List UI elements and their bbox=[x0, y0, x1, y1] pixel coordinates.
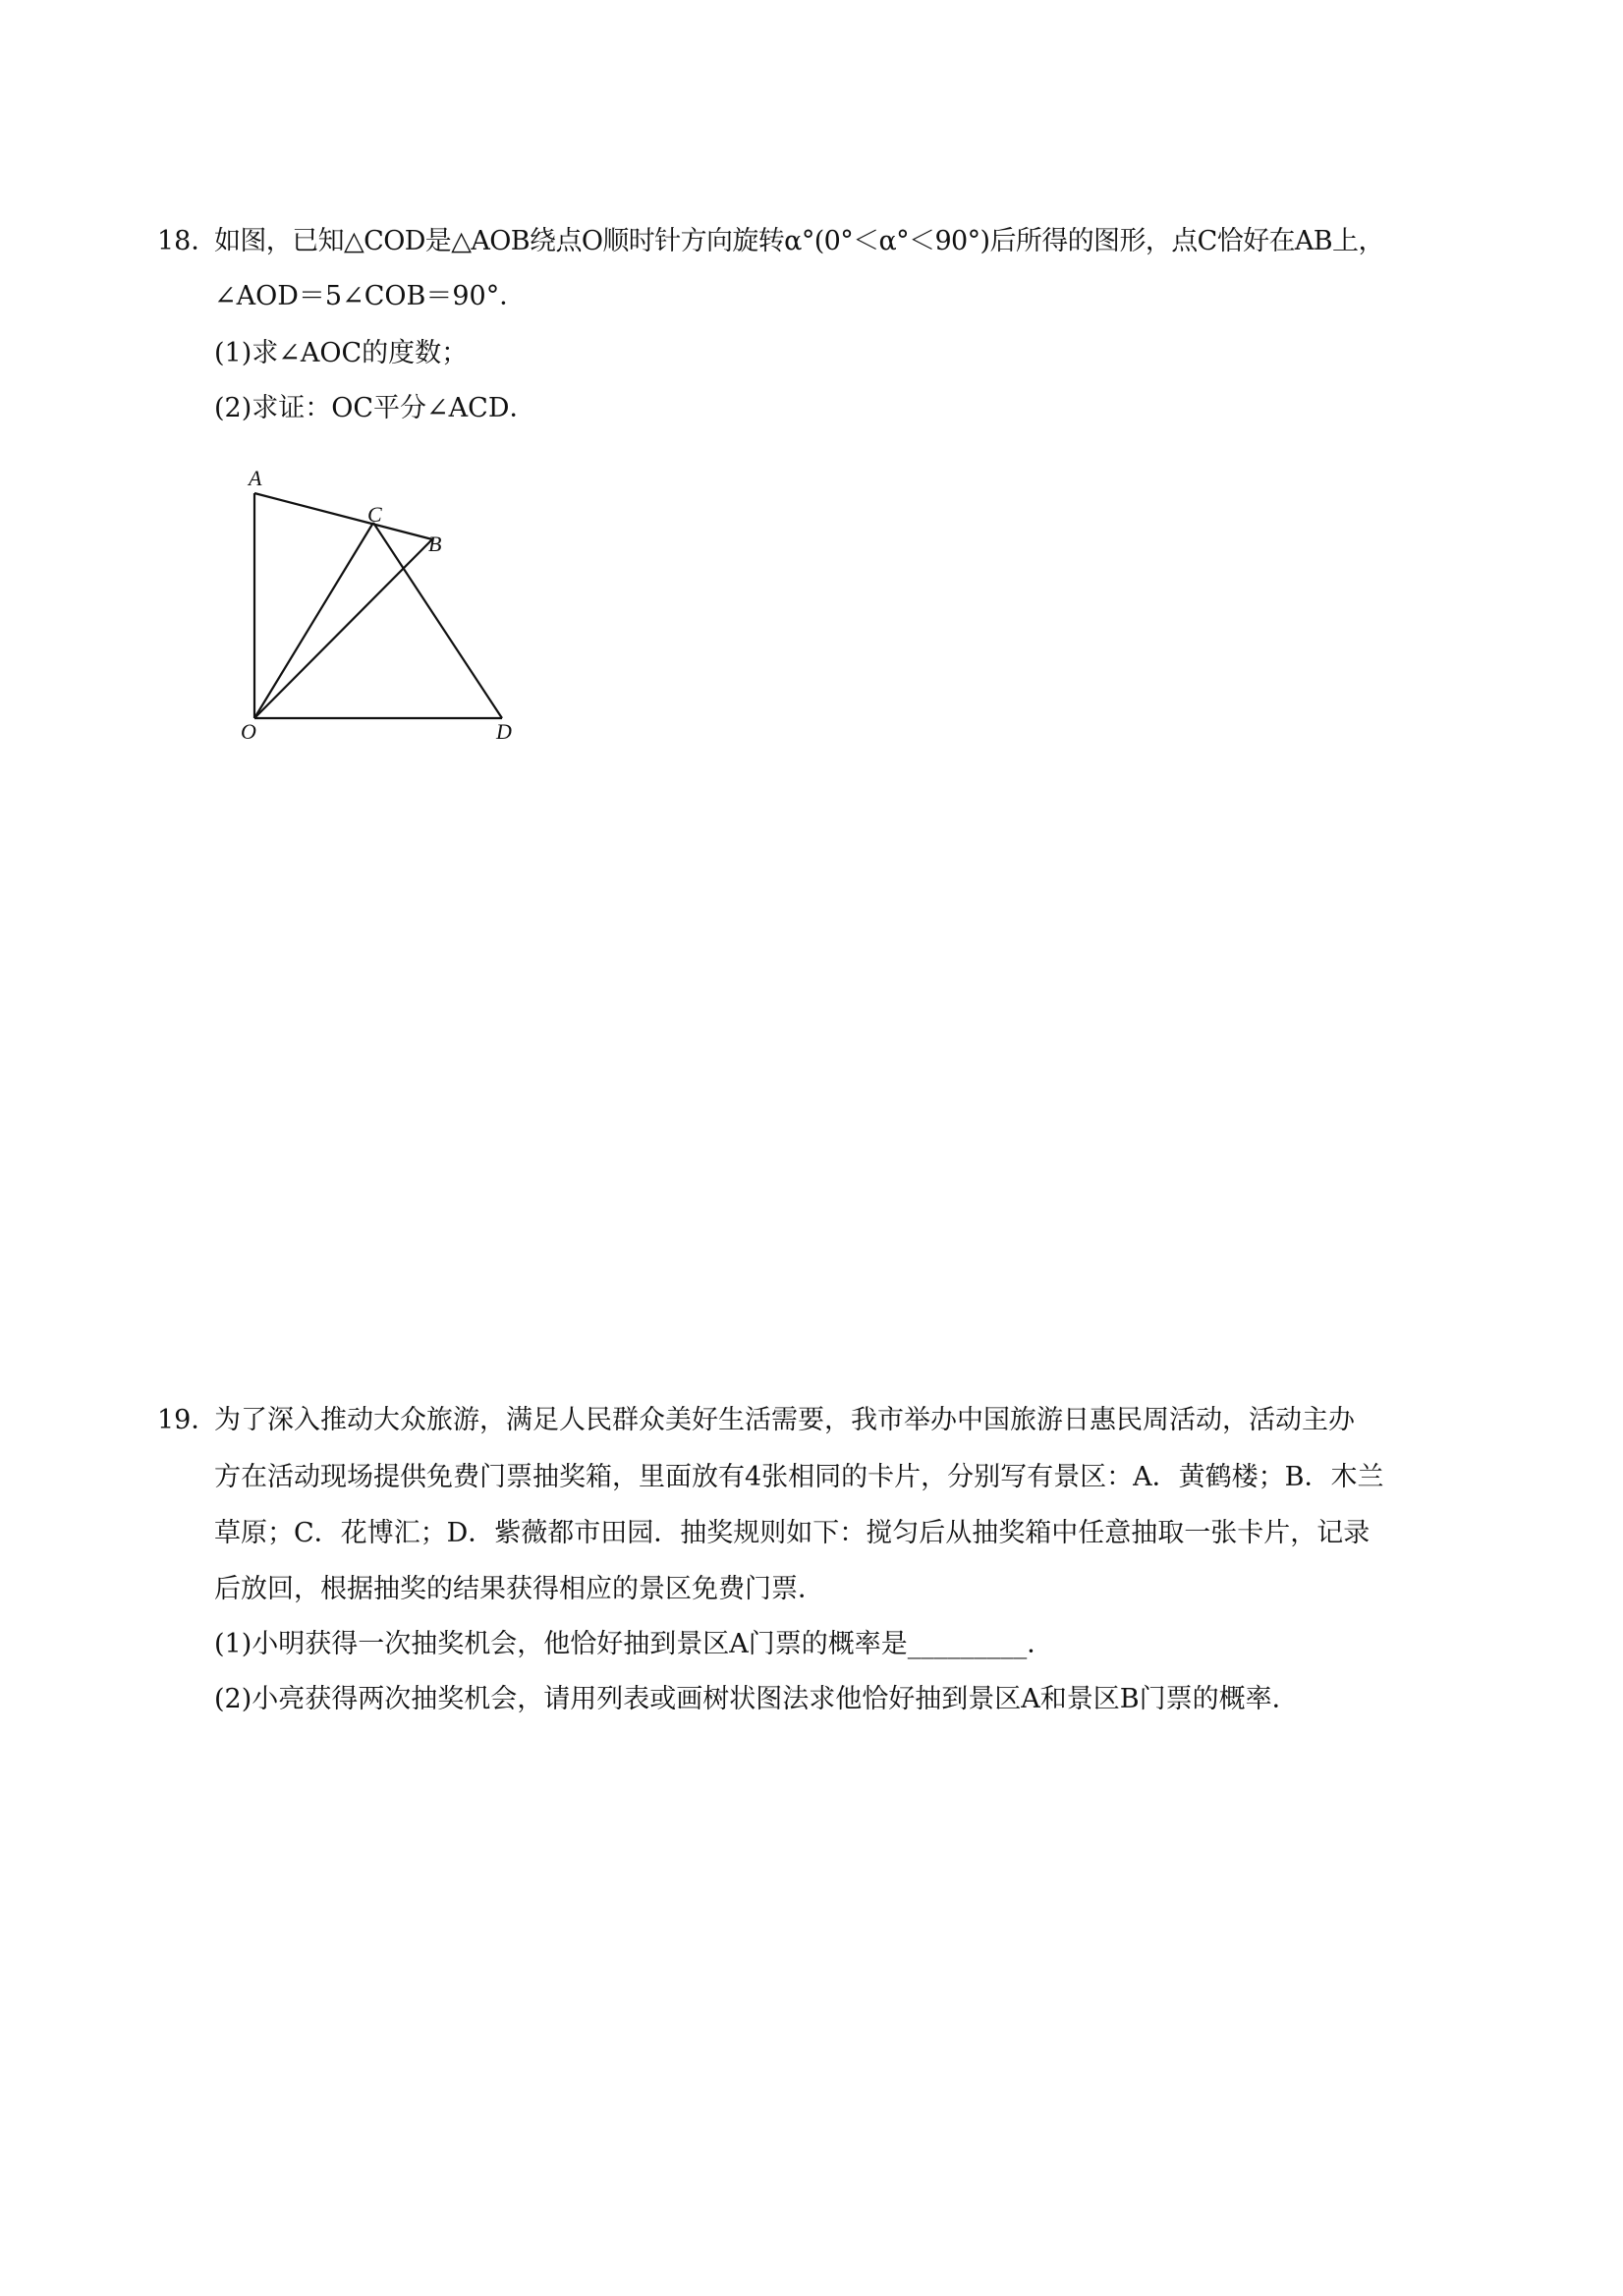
label-D: D bbox=[496, 719, 512, 744]
question-18-part-2: (2)求证：OC平分∠ACD． bbox=[214, 393, 536, 423]
label-C: C bbox=[367, 502, 382, 527]
question-19-number: 19． bbox=[157, 1405, 218, 1435]
question-18-line-2: ∠AOD＝5∠COB＝90°． bbox=[214, 281, 527, 311]
segment-AB bbox=[254, 493, 432, 539]
question-18-number: 18． bbox=[157, 226, 218, 256]
segment-OB bbox=[254, 539, 432, 718]
question-19-part-2: (2)小亮获得两次抽奖机会，请用列表或画树状图法求他恰好抽到景区A和景区B门票的概率． bbox=[214, 1684, 1299, 1714]
question-18-part-1: (1)求∠AOC的度数； bbox=[214, 338, 469, 368]
question-19-line-2: 方在活动现场提供免费门票抽奖箱，里面放有4张相同的卡片，分别写有景区：A．黄鹤楼；B．木兰 bbox=[214, 1462, 1384, 1492]
label-A: A bbox=[249, 466, 262, 490]
segment-OC bbox=[254, 523, 373, 718]
label-B: B bbox=[428, 532, 442, 556]
question-19-line-3: 草原；C．花博汇；D．紫薇都市田园．抽奖规则如下：搅匀后从抽奖箱中任意抽取一张卡片，记录 bbox=[214, 1518, 1371, 1548]
question-19-line-1: 为了深入推动大众旅游，满足人民群众美好生活需要，我市举办中国旅游日惠民周活动，活动主办 bbox=[214, 1405, 1355, 1435]
label-O: O bbox=[241, 719, 256, 744]
question-19-line-4: 后放回，根据抽奖的结果获得相应的景区免费门票． bbox=[214, 1574, 824, 1604]
question-19-part-1: (1)小明获得一次抽奖机会，他恰好抽到景区A门票的概率是_________． bbox=[214, 1629, 1054, 1659]
question-18-line-1: 如图，已知△COD是△AOB绕点O顺时针方向旋转α°(0°＜α°＜90°)后所得的图形，点C恰好在AB上， bbox=[214, 226, 1384, 256]
